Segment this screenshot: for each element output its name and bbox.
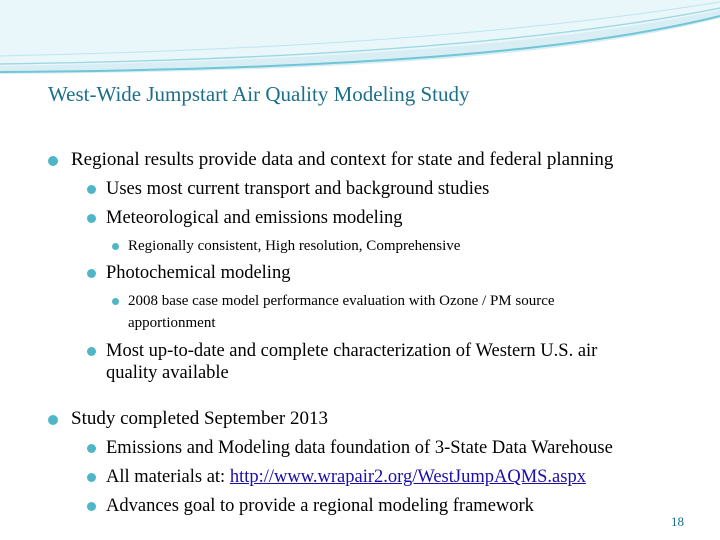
- wave-decoration: [0, 0, 720, 80]
- bullet-dot-icon: [112, 243, 119, 250]
- bullet-dot-icon: [87, 473, 96, 482]
- bullet-dot-icon: [87, 444, 96, 453]
- bullet-meteo-detail: [112, 235, 460, 257]
- bullet-text: Meteorological and emissions modeling: [106, 208, 403, 228]
- bullet-dot-icon: [87, 347, 96, 356]
- bullet-materials: [87, 466, 586, 488]
- slide-title: West-Wide Jumpstart Air Quality Modeling Study: [48, 82, 470, 106]
- bullet-dot-icon: [48, 156, 58, 166]
- bullet-text: Emissions and Modeling data foundation of 3-State Data Warehouse: [106, 438, 613, 458]
- bullet-text: Study completed September 2013: [71, 408, 328, 429]
- bullet-text: Most up-to-date and complete characterization of Western U.S. air quality available: [106, 341, 598, 383]
- bullet-advances-goal: [87, 495, 534, 517]
- bullet-study-completed: [48, 408, 328, 430]
- materials-link[interactable]: http://www.wrapair2.org/WestJumpAQMS.aspx: [229, 467, 586, 487]
- bullet-photochem-detail: [112, 290, 555, 334]
- bullet-text: Photochemical modeling: [106, 263, 291, 283]
- bullet-dot-icon: [87, 214, 96, 223]
- bullet-text: Uses most current transport and background studies: [106, 179, 490, 199]
- bullet-text: Regional results provide data and context for state and federal planning: [71, 149, 614, 170]
- bullet-regional-results: [48, 149, 613, 171]
- bullet-dot-icon: [87, 502, 96, 511]
- bullet-photochemical: [87, 262, 290, 284]
- bullet-meteorological: [87, 207, 402, 229]
- bullet-dot-icon: [87, 185, 96, 194]
- bullet-characterization: [87, 340, 597, 384]
- bullet-emissions-data: [87, 437, 613, 459]
- bullet-dot-icon: [112, 298, 119, 305]
- bullet-transport-studies: [87, 178, 489, 200]
- bullet-dot-icon: [48, 415, 58, 425]
- bullet-dot-icon: [87, 269, 96, 278]
- bullet-text: All materials at: http://www.wrapair2.org/WestJumpAQMS.aspx: [106, 467, 586, 487]
- bullet-text: Advances goal to provide a regional modeling framework: [106, 496, 534, 516]
- bullet-text: 2008 base case model performance evaluation with Ozone / PM source apportionment: [128, 293, 555, 331]
- bullet-text: Regionally consistent, High resolution, Comprehensive: [128, 238, 461, 254]
- page-number: 18: [671, 514, 684, 529]
